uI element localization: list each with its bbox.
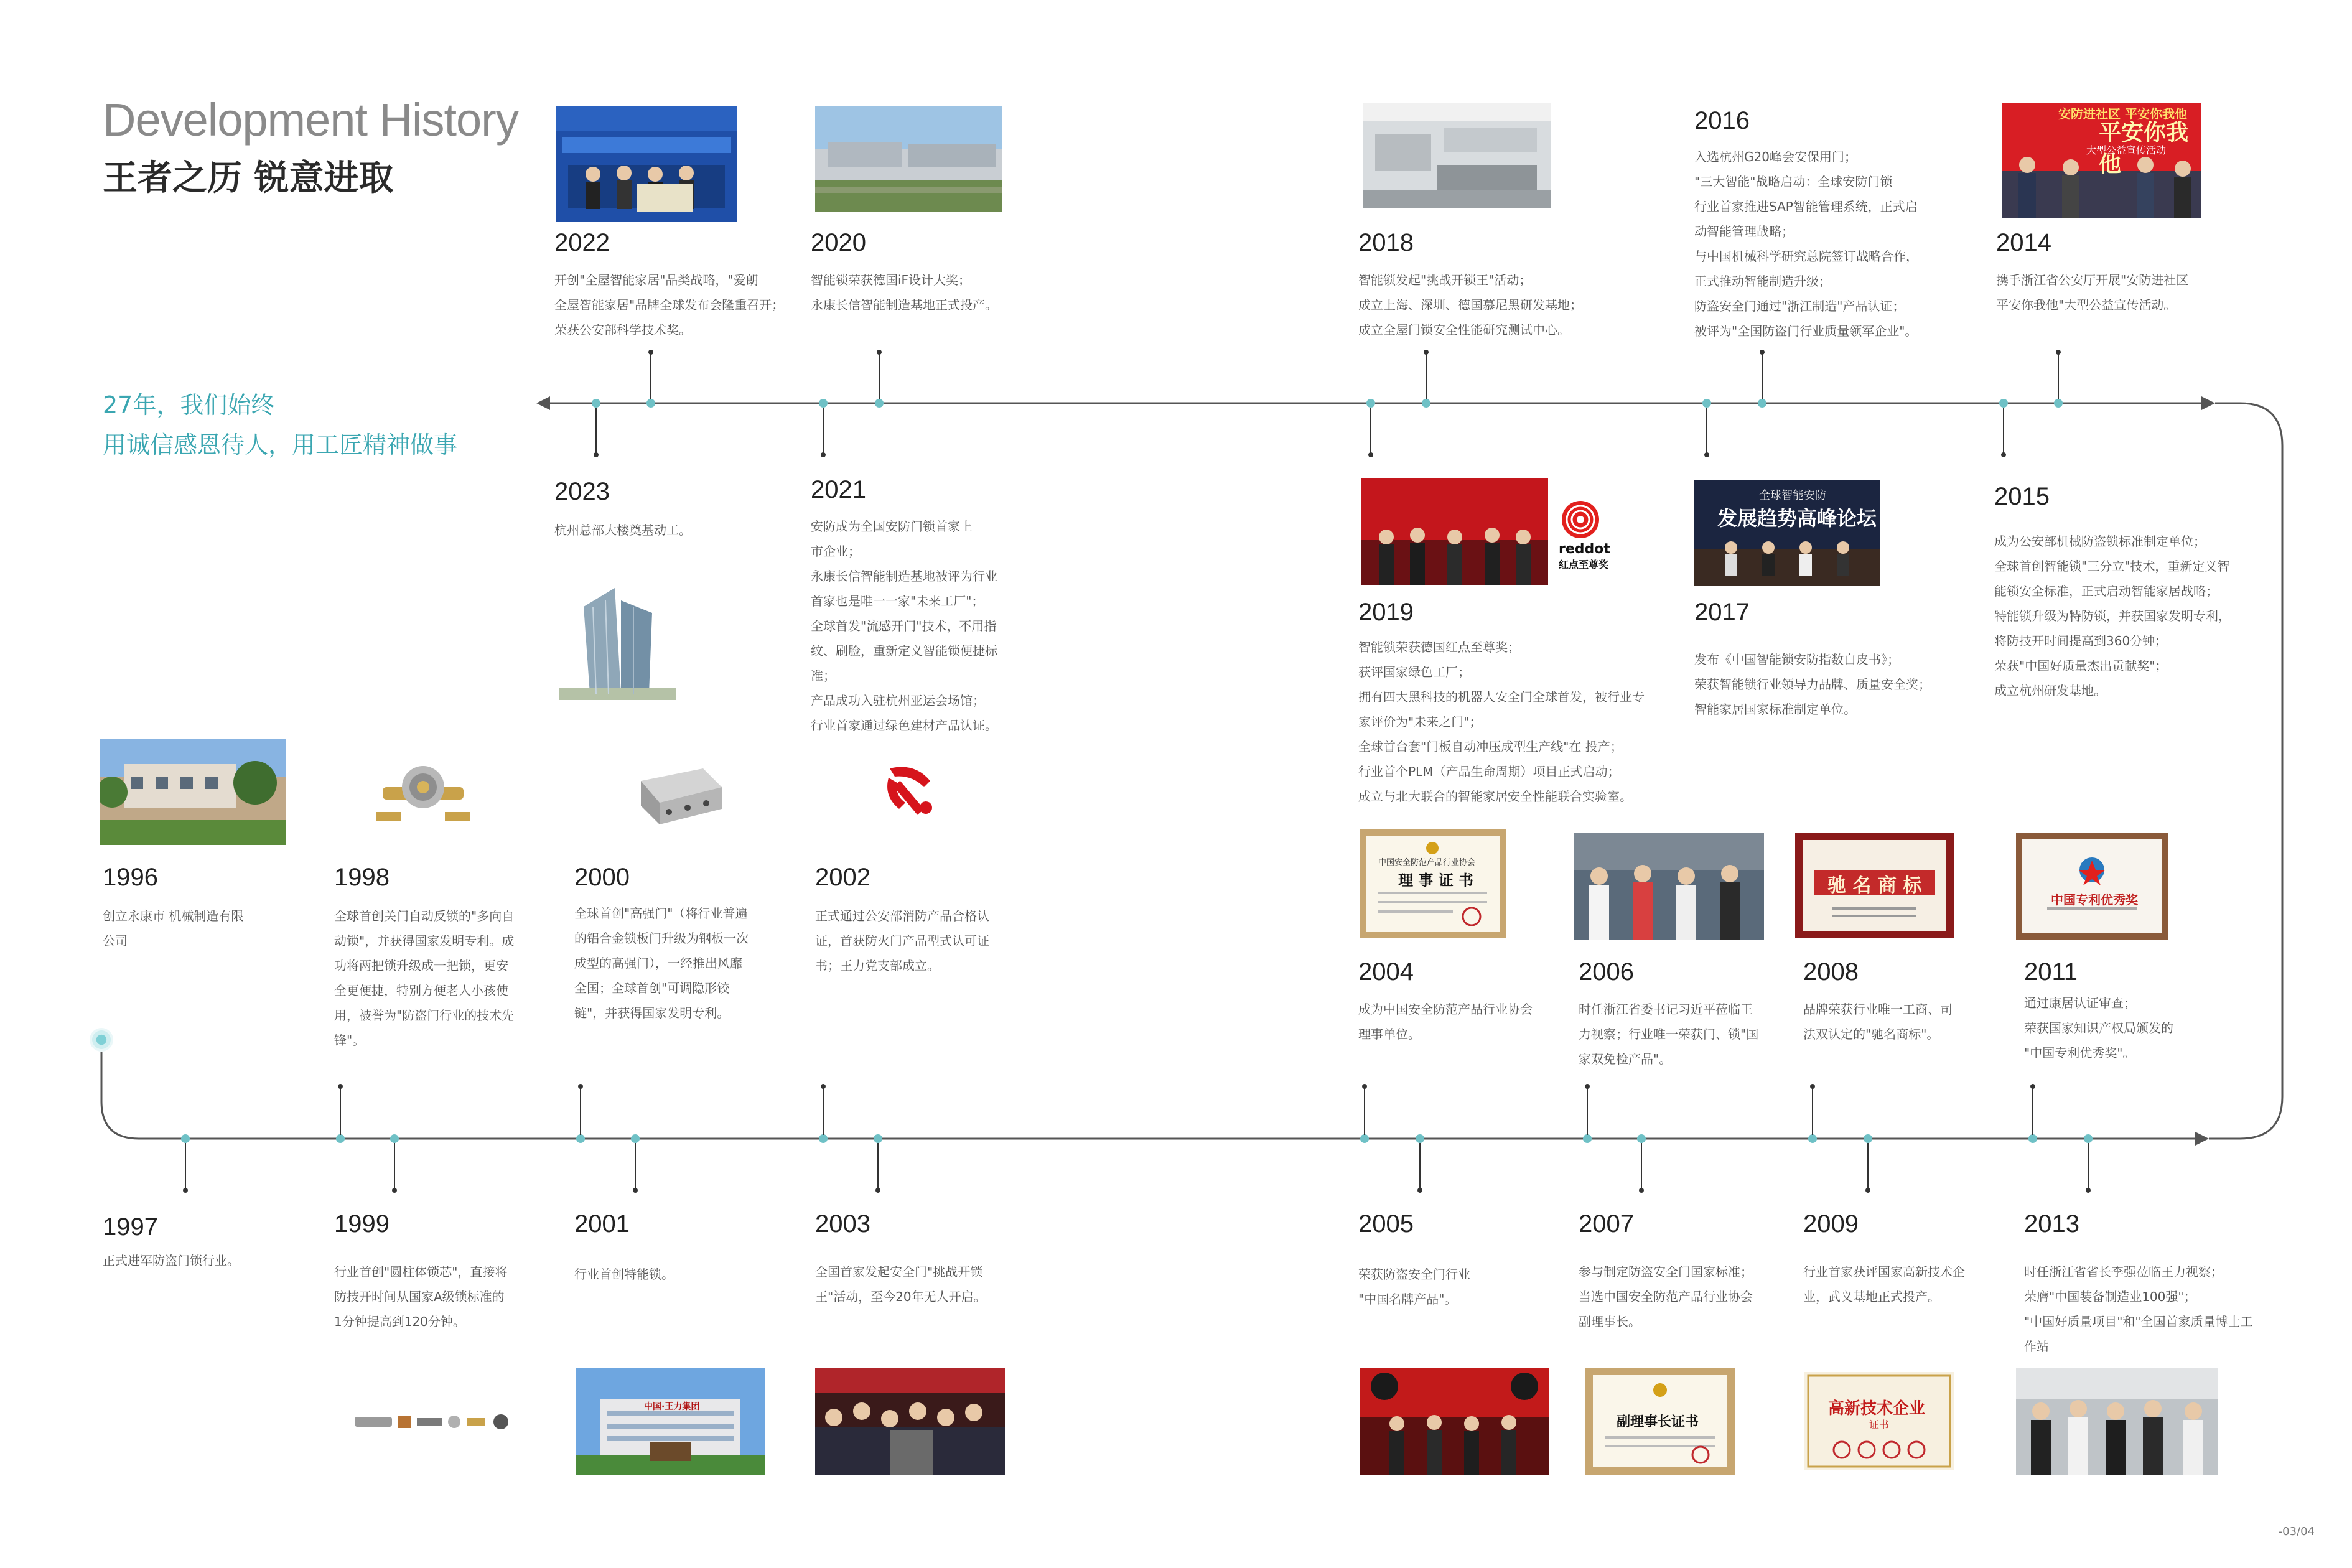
desc-2001: 行业首创特能锁。 bbox=[574, 1267, 674, 1282]
desc-2005: 荣获防盗安全门行业 "中国名牌产品"。 bbox=[1358, 1267, 1470, 1307]
desc-2017: 发布《中国智能锁安防指数白皮书》； 荣获智能锁行业领导力品牌、质量安全奖； 智能家居国家标准制定单位。 bbox=[1694, 652, 1931, 717]
photo-2006-visit bbox=[1574, 833, 1764, 940]
cert-2009-sub: 证书 bbox=[1869, 1419, 1890, 1430]
tick-2003 bbox=[877, 1143, 879, 1190]
timeline-start-dot bbox=[90, 1028, 113, 1052]
tickend-2001 bbox=[633, 1188, 638, 1193]
desc-1998: 全球首创关门自动反锁的"多向自 动锁"，并获得国家发明专利。成 功将两把锁升级成一把锁，更安 全更便捷，特别方便老人小孩使 用，被誉为"防盗门行业的技术先 锋"。 bbox=[334, 908, 515, 1048]
tickend-2019 bbox=[1368, 452, 1373, 457]
upper-arrow-start bbox=[2201, 396, 2215, 410]
year-2007: 2007 bbox=[1579, 1210, 1634, 1238]
cert-2009-main: 高新技术企业 bbox=[1828, 1399, 1926, 1418]
dot-2003 bbox=[874, 1134, 882, 1143]
year-2011: 2011 bbox=[2024, 958, 2078, 986]
dot-2015 bbox=[1999, 399, 2008, 408]
tick-2020 bbox=[879, 352, 880, 399]
dot-2005 bbox=[1416, 1134, 1424, 1143]
photo-2019-red-dot-ceremony bbox=[1361, 478, 1548, 585]
photo-2002-party-emblem bbox=[871, 753, 946, 828]
tickend-2020 bbox=[877, 350, 882, 355]
desc-2003: 全国首家发起安全门"挑战开锁 王"活动，至今20年无人开启。 bbox=[815, 1264, 986, 1304]
year-2009: 2009 bbox=[1803, 1210, 1859, 1238]
tickend-2015 bbox=[2001, 452, 2006, 457]
desc-2014: 携手浙江省公安厅开展"安防进社区 平安你我他"大型公益宣传活动。 bbox=[1996, 273, 2189, 312]
tick-2007 bbox=[1641, 1143, 1642, 1190]
page-number: -03/04 bbox=[2278, 1525, 2315, 1538]
reddot-sub-text: 红点至尊奖 bbox=[1559, 559, 1609, 571]
desc-2015: 成为公安部机械防盗锁标准制定单位； 全球首创智能锁"三分立"技术，重新定义智 能锁安全标准，正式启动智能家居战略； 特能锁升级为特防锁，并获国家发明专利， 将防技开时间提高到360分钟； 荣获"中国好质量杰出贡献奖"； 成立杭州研发基地。 bbox=[1994, 534, 2231, 698]
plaque-2008-main: 驰 名 商 标 bbox=[1827, 875, 1922, 897]
tick-2021 bbox=[823, 408, 824, 455]
dot-1997 bbox=[181, 1134, 190, 1143]
tick-2015 bbox=[2003, 408, 2004, 455]
year-2016: 2016 bbox=[1694, 107, 1750, 134]
tickend-2009 bbox=[1865, 1188, 1870, 1193]
tickend-2003 bbox=[875, 1188, 880, 1193]
reddot-logo bbox=[1559, 498, 1602, 541]
desc-2008: 品牌荣获行业唯一工商、司 法双认定的"驰名商标"。 bbox=[1803, 1002, 1953, 1042]
building-2001-sign: 中国·王力集团 bbox=[644, 1402, 700, 1412]
desc-2002: 正式通过公安部消防产品合格认 证，首获防火门产品型式认可证 书；王力党支部成立。 bbox=[815, 908, 989, 973]
tick-2006 bbox=[1587, 1086, 1588, 1135]
tick-1997 bbox=[185, 1143, 186, 1190]
tickend-2005 bbox=[1417, 1188, 1422, 1193]
desc-2016: 入选杭州G20峰会安保用门； "三大智能"战略启动：全球安防门锁 行业首家推进SAP智能管理系统，正式启 动智能管理战略； 与中国机械科学研究总院签订战略合作， 正式推动智能制造升级； 防盗安全门通过"浙江制造"产品认证； 被评为"全国防盗门行业质量领军企业"。 bbox=[1694, 149, 1918, 338]
year-2008: 2008 bbox=[1803, 958, 1859, 986]
photo-1996-office bbox=[100, 739, 286, 845]
cert-2004-title: 中国安全防范产品行业协会 bbox=[1378, 858, 1476, 867]
tickend-2000 bbox=[578, 1084, 583, 1089]
dot-2008 bbox=[1808, 1134, 1817, 1143]
year-2001: 2001 bbox=[574, 1210, 630, 1238]
banner-2014-top: 安防进社区 平安你我他 bbox=[2058, 106, 2187, 121]
dot-2017 bbox=[1702, 399, 1711, 408]
tick-2008 bbox=[1812, 1086, 1813, 1135]
photo-2005-ceremony bbox=[1360, 1368, 1549, 1475]
photo-2001-headquarters bbox=[576, 1368, 765, 1475]
plaque-2011-main: 中国专利优秀奖 bbox=[2051, 892, 2138, 907]
tickend-2008 bbox=[1810, 1084, 1815, 1089]
year-1999: 1999 bbox=[334, 1210, 390, 1238]
dot-2000 bbox=[576, 1134, 585, 1143]
dot-2001 bbox=[631, 1134, 640, 1143]
banner-2014-main: 平安你我他 bbox=[2099, 120, 2189, 177]
photo-2004-certificate bbox=[1360, 829, 1506, 938]
year-2017: 2017 bbox=[1694, 599, 1750, 626]
dot-2018 bbox=[1422, 399, 1430, 408]
tick-2018 bbox=[1426, 352, 1427, 399]
photo-2014-public-event bbox=[2002, 103, 2201, 218]
year-2014: 2014 bbox=[1996, 229, 2051, 256]
dot-2020 bbox=[875, 399, 884, 408]
year-2019: 2019 bbox=[1358, 599, 1414, 626]
tickend-2013 bbox=[2086, 1188, 2091, 1193]
desc-2022: 开创"全屋智能家居"品类战略，"爱朗 全屋智能家居"品牌全球发布会隆重召开； 荣获公安部科学技术奖。 bbox=[554, 273, 785, 337]
photo-2018-lab bbox=[1363, 103, 1551, 208]
lower-arrow-right bbox=[2195, 1132, 2209, 1146]
tick-2023 bbox=[595, 408, 597, 455]
dot-2006 bbox=[1583, 1134, 1592, 1143]
tickend-2002 bbox=[821, 1084, 826, 1089]
upper-arrow-left bbox=[536, 396, 550, 410]
tick-2000 bbox=[580, 1086, 581, 1135]
year-2022: 2022 bbox=[554, 229, 610, 256]
tick-2013 bbox=[2088, 1143, 2089, 1190]
year-2015: 2015 bbox=[1994, 483, 2050, 510]
lower-timeline-line bbox=[101, 1052, 2196, 1139]
tick-2022 bbox=[650, 352, 651, 399]
tickend-1998 bbox=[338, 1084, 343, 1089]
desc-1997: 正式进军防盗门锁行业。 bbox=[103, 1253, 240, 1268]
tick-2011 bbox=[2032, 1086, 2033, 1135]
tick-2005 bbox=[1419, 1143, 1421, 1190]
desc-2021: 安防成为全国安防门锁首家上 市企业； 永康长信智能制造基地被评为行业 首家也是唯一一家"未来工厂"； 全球首发"流感开门"技术，不用指 纹、刷脸，重新定义智能锁便捷标 准； 产品成功入驻杭州亚运会场馆； 行业首家通过绿色建材产品认证。 bbox=[811, 519, 997, 733]
desc-2023: 杭州总部大楼奠基动工。 bbox=[554, 523, 691, 538]
photo-1998-multi-lock bbox=[364, 744, 482, 843]
dot-1999 bbox=[390, 1134, 399, 1143]
photo-2020-factory bbox=[815, 106, 1002, 212]
desc-2000: 全球首创"高强门"（将行业普遍 的铝合金锁板门升级为钢板一次 成型的高强门），一经推出风靡 全国；全球首创"可调隐形铰 链"，并获得国家发明专利。 bbox=[574, 906, 749, 1020]
tickend-1999 bbox=[392, 1188, 397, 1193]
tick-2017 bbox=[1706, 408, 1707, 455]
tick-2002 bbox=[823, 1086, 824, 1135]
year-2002: 2002 bbox=[815, 864, 870, 891]
tick-2014 bbox=[2058, 352, 2059, 399]
cert-2007-main: 副理事长证书 bbox=[1617, 1414, 1699, 1430]
year-2006: 2006 bbox=[1579, 958, 1634, 986]
year-2020: 2020 bbox=[811, 229, 866, 256]
tickend-2016 bbox=[1760, 350, 1765, 355]
tickend-2018 bbox=[1424, 350, 1429, 355]
photo-2009-high-tech-certificate bbox=[1804, 1372, 1954, 1470]
photo-1999-lock-cylinder-parts bbox=[352, 1403, 516, 1440]
tickend-2022 bbox=[648, 350, 653, 355]
dot-2002 bbox=[819, 1134, 828, 1143]
photo-2023-hq-tower bbox=[559, 582, 676, 700]
tickend-2006 bbox=[1585, 1084, 1590, 1089]
tick-2019 bbox=[1370, 408, 1371, 455]
year-2000: 2000 bbox=[574, 864, 630, 891]
dot-2014 bbox=[2054, 399, 2063, 408]
tickend-2011 bbox=[2030, 1084, 2035, 1089]
desc-2020: 智能锁荣获德国iF设计大奖； 永康长信智能制造基地正式投产。 bbox=[811, 273, 997, 312]
desc-2019: 智能锁荣获德国红点至尊奖； 获评国家绿色工厂； 拥有四大黑科技的机器人安全门全球首发，被行业专 家评价为"未来之门"； 全球首台套"门板自动冲压成型生产线"在 投产； 行业首个PLM（产品生命周期）项目正式启动； 成立与北大联合的智能家居安全性能联合实验室。 bbox=[1358, 640, 1645, 804]
tick-2016 bbox=[1762, 352, 1763, 399]
tick-2004 bbox=[1364, 1086, 1365, 1135]
tickend-2021 bbox=[821, 452, 826, 457]
photo-2003-lock-challenge bbox=[815, 1368, 1005, 1475]
photo-2013-governor-visit bbox=[2016, 1368, 2218, 1475]
forum-line-2: 发展趋势高峰论坛 bbox=[1717, 506, 1877, 530]
dot-2019 bbox=[1366, 399, 1375, 408]
tick-1999 bbox=[394, 1143, 395, 1190]
photo-2007-vice-chair-certificate bbox=[1585, 1368, 1735, 1475]
reddot-brand-text: reddot bbox=[1559, 541, 1610, 557]
dot-2021 bbox=[819, 399, 828, 408]
tickend-2017 bbox=[1704, 452, 1709, 457]
photo-2017-forum bbox=[1694, 480, 1880, 586]
year-2013: 2013 bbox=[2024, 1210, 2079, 1238]
dot-1998 bbox=[336, 1134, 345, 1143]
tickend-2014 bbox=[2056, 350, 2061, 355]
cert-2004-main: 理 事 证 书 bbox=[1398, 872, 1474, 889]
photo-2000-hinge bbox=[622, 744, 734, 843]
desc-2018: 智能锁发起"挑战开锁王"活动； 成立上海、深圳、德国慕尼黑研发基地； 成立全屋门锁安全性能研究测试中心。 bbox=[1358, 273, 1582, 337]
slogan-line-1: 27年，我们始终 bbox=[103, 391, 275, 419]
dot-2009 bbox=[1864, 1134, 1872, 1143]
photo-2008-famous-trademark-plaque bbox=[1795, 833, 1954, 938]
year-2003: 2003 bbox=[815, 1210, 870, 1238]
photo-2022-launch-event bbox=[556, 106, 737, 222]
year-1997: 1997 bbox=[103, 1213, 158, 1241]
banner-2014-sub: 大型公益宣传活动 bbox=[2086, 144, 2167, 156]
dot-2022 bbox=[646, 399, 655, 408]
dot-2004 bbox=[1360, 1134, 1369, 1143]
page-title-en: Development History bbox=[103, 94, 518, 146]
tick-2009 bbox=[1867, 1143, 1869, 1190]
year-1998: 1998 bbox=[334, 864, 390, 891]
desc-1996: 创立永康市 机械制造有限 公司 bbox=[103, 908, 244, 948]
desc-2013: 时任浙江省省长李强莅临王力视察； 荣膺"中国装备制造业100强"； "中国好质量项目"和"全国首家质量博士工 作站 bbox=[2024, 1264, 2253, 1354]
tickend-1997 bbox=[183, 1188, 188, 1193]
dot-2013 bbox=[2084, 1134, 2093, 1143]
dot-2016 bbox=[1758, 399, 1766, 408]
desc-2011: 通过康居认证审查； 荣获国家知识产权局颁发的 "中国专利优秀奖"。 bbox=[2024, 996, 2173, 1060]
slogan-line-2: 用诚信感恩待人，用工匠精神做事 bbox=[103, 431, 458, 459]
year-2004: 2004 bbox=[1358, 958, 1414, 986]
photo-2011-patent-award bbox=[2016, 833, 2168, 940]
forum-line-1: 全球智能安防 bbox=[1759, 489, 1826, 502]
desc-2004: 成为中国安全防范产品行业协会 理事单位。 bbox=[1358, 1002, 1533, 1042]
dot-2011 bbox=[2028, 1134, 2037, 1143]
desc-1999: 行业首创"圆柱体锁芯"，直接将 防技开时间从国家A级锁标准的 1分钟提高到120分钟。 bbox=[334, 1264, 508, 1329]
desc-2009: 行业首家获评国家高新技术企 业，武义基地正式投产。 bbox=[1803, 1264, 1965, 1304]
year-2005: 2005 bbox=[1358, 1210, 1414, 1238]
page-title-cn: 王者之历 锐意进取 bbox=[103, 158, 394, 198]
dot-2007 bbox=[1637, 1134, 1646, 1143]
tickend-2007 bbox=[1639, 1188, 1644, 1193]
tickend-2004 bbox=[1362, 1084, 1367, 1089]
year-2021: 2021 bbox=[811, 476, 866, 503]
year-2023: 2023 bbox=[554, 478, 610, 505]
tickend-2023 bbox=[594, 452, 599, 457]
year-1996: 1996 bbox=[103, 864, 158, 891]
desc-2007: 参与制定防盗安全门国家标准； 当选中国安全防范产品行业协会 副理事长。 bbox=[1579, 1264, 1753, 1329]
dot-2023 bbox=[592, 399, 600, 408]
year-2018: 2018 bbox=[1358, 229, 1414, 256]
tick-2001 bbox=[635, 1143, 636, 1190]
tick-1998 bbox=[340, 1086, 341, 1135]
desc-2006: 时任浙江省委书记习近平莅临王 力视察；行业唯一荣获门、锁"国 家双免检产品"。 bbox=[1579, 1002, 1759, 1066]
